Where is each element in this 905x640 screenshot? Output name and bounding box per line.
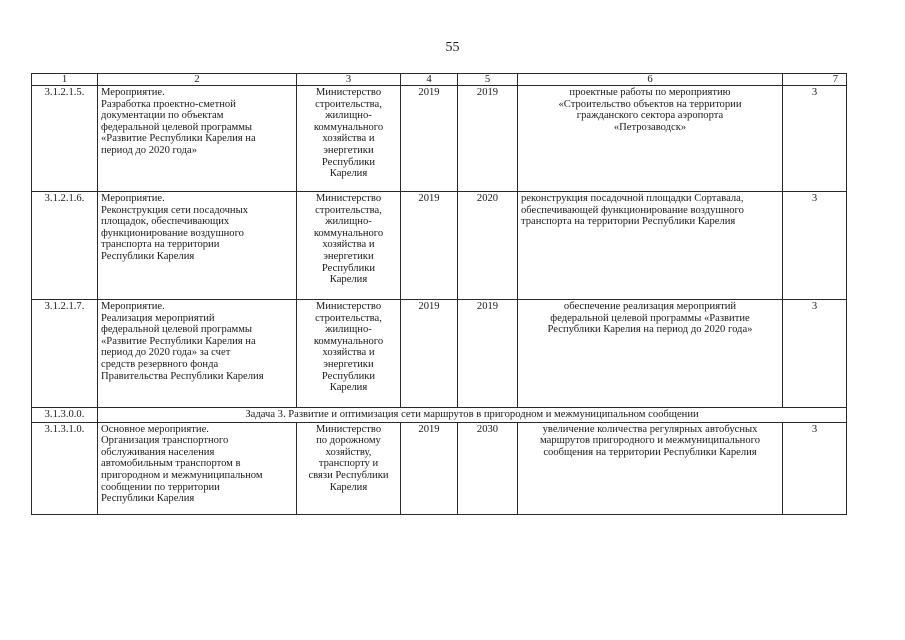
indicator-link-line: 3	[811, 423, 818, 435]
end-year	[458, 86, 518, 192]
responsible-executor	[297, 422, 401, 514]
measure-description-line: период до 2020 года»	[101, 144, 198, 156]
expected-result	[518, 300, 783, 408]
responsible-executor-line: Министерство	[315, 87, 382, 98]
header-cell: 1	[32, 74, 98, 86]
end-year	[458, 192, 518, 300]
expected-result	[518, 422, 783, 514]
header-cell: 5	[458, 74, 518, 86]
responsible-executor-line: строительства,	[315, 312, 382, 324]
start-year-line: 2019	[418, 423, 440, 435]
expected-result-line: транспорта на территории Республики Карелия	[521, 216, 736, 228]
responsible-executor-line: коммунального	[313, 227, 384, 239]
expected-result-line: «Петрозаводск»	[613, 121, 687, 133]
measure-description-line: Мероприятие.	[101, 87, 165, 98]
measure-description	[98, 422, 297, 514]
indicator-link-line: 3	[811, 301, 818, 312]
program-measures-table	[31, 73, 847, 515]
header-cell: 6	[518, 74, 783, 86]
table-row	[32, 192, 847, 300]
measure-description-line: Республики Карелия	[101, 250, 195, 262]
measure-description-line: функционирование воздушного	[101, 227, 244, 239]
table-row	[32, 422, 847, 514]
responsible-executor-line: связи Республики	[308, 469, 389, 481]
measure-description	[98, 86, 297, 192]
responsible-executor-line: Министерство	[315, 193, 382, 204]
expected-result-line: гражданского сектора аэропорта	[576, 110, 724, 122]
responsible-executor-line: транспорту и	[318, 458, 379, 470]
responsible-executor-line: энергетики	[323, 250, 374, 262]
responsible-executor-line: строительства,	[315, 98, 382, 110]
start-year	[401, 192, 458, 300]
row-number	[32, 86, 98, 192]
expected-result	[518, 86, 783, 192]
responsible-executor-line: коммунального	[313, 335, 384, 347]
responsible-executor-line: по дорожному	[316, 435, 381, 447]
header-row	[32, 74, 847, 86]
responsible-executor-line: энергетики	[323, 358, 374, 370]
measure-description-line: Реконструкция сети посадочных	[101, 204, 249, 216]
responsible-executor-line: жилищно-	[325, 324, 372, 336]
responsible-executor-line: Республики	[321, 262, 376, 274]
row-number-line: 3.1.2.1.6.	[44, 193, 85, 204]
measure-description-line: сообщении по территории	[101, 481, 220, 493]
responsible-executor-line: энергетики	[323, 144, 374, 156]
expected-result	[518, 192, 783, 300]
task-title	[98, 408, 847, 423]
responsible-executor-line: хозяйства и	[322, 239, 375, 251]
end-year	[458, 422, 518, 514]
responsible-executor-line: Карелия	[329, 168, 368, 180]
measure-description-line: Мероприятие.	[101, 193, 165, 204]
responsible-executor-line: Республики	[321, 156, 376, 168]
task-row	[32, 408, 847, 423]
responsible-executor-line: хозяйства и	[322, 133, 375, 145]
start-year-line: 2019	[418, 301, 440, 312]
measure-description-line: «Развитие Республики Карелия на	[101, 133, 256, 145]
measure-description-line: федеральной целевой программы	[101, 121, 253, 133]
row-number	[32, 408, 98, 423]
measure-description-line: федеральной целевой программы	[101, 324, 253, 336]
expected-result-line: «Строительство объектов на территории	[558, 98, 742, 110]
measure-description-line: Основное мероприятие.	[101, 423, 209, 435]
header-cell: 2	[98, 74, 297, 86]
responsible-executor-line: Министерство	[315, 301, 382, 312]
indicator-link	[783, 86, 847, 192]
responsible-executor	[297, 86, 401, 192]
end-year-line: 2030	[476, 423, 499, 435]
header-cell: 4	[401, 74, 458, 86]
responsible-executor-line: строительства,	[315, 204, 382, 216]
responsible-executor-line: Карелия	[329, 274, 368, 286]
expected-result-line: обеспечивающей функционирование воздушного	[521, 204, 744, 216]
table-row	[32, 86, 847, 192]
measure-description-line: Республики Карелия	[101, 493, 195, 505]
measure-description-line: транспорта на территории	[101, 239, 220, 251]
measure-description-line: период до 2020 года» за счет	[101, 347, 231, 359]
start-year	[401, 86, 458, 192]
responsible-executor-line: жилищно-	[325, 110, 372, 122]
responsible-executor	[297, 300, 401, 408]
measure-description-line: Организация транспортного	[101, 435, 229, 447]
row-number	[32, 422, 98, 514]
responsible-executor-line: Министерство	[315, 423, 382, 435]
page-number: 55	[445, 40, 460, 55]
indicator-link	[783, 192, 847, 300]
end-year-line: 2020	[476, 193, 499, 204]
measure-description-line: документации по объектам	[101, 110, 224, 122]
start-year-line: 2019	[418, 87, 440, 98]
indicator-link	[783, 300, 847, 408]
table-body	[32, 86, 847, 515]
header-cell: 7	[783, 74, 847, 86]
start-year	[401, 422, 458, 514]
end-year-line: 2019	[476, 87, 499, 98]
responsible-executor-line: коммунального	[313, 121, 384, 133]
measure-description	[98, 192, 297, 300]
responsible-executor-line: хозяйству,	[325, 446, 372, 458]
expected-result-line: увеличение количества регулярных автобусных	[542, 423, 758, 435]
measure-description-line: Мероприятие.	[101, 301, 165, 312]
expected-result-line: маршрутов пригородного и межмуниципального	[539, 435, 760, 447]
responsible-executor	[297, 192, 401, 300]
measure-description-line: обслуживания населения	[101, 446, 215, 458]
end-year-line: 2019	[476, 301, 499, 312]
expected-result-line: обеспечение реализация мероприятий	[563, 301, 737, 312]
table-row	[32, 300, 847, 408]
measure-description-line: Реализация мероприятий	[101, 312, 215, 324]
responsible-executor-line: Карелия	[329, 481, 368, 493]
measure-description-line: Разработка проектно-сметной	[101, 98, 236, 110]
expected-result-line: проектные работы по мероприятию	[569, 87, 731, 98]
start-year	[401, 300, 458, 408]
measure-description-line: Правительства Республики Карелия	[101, 370, 264, 382]
indicator-link	[783, 422, 847, 514]
measure-description-line: средств резервного фонда	[101, 358, 219, 370]
row-number	[32, 300, 98, 408]
expected-result-line: сообщения на территории Республики Карелия	[543, 446, 757, 458]
expected-result-line: федеральной целевой программы «Развитие	[550, 312, 750, 324]
row-number-line: 3.1.2.1.5.	[44, 87, 85, 98]
indicator-link-line: 3	[811, 193, 818, 204]
task-title-line: Задача 3. Развитие и оптимизация сети маршрутов в пригородном и межмуниципальном сообщении	[245, 409, 699, 420]
measure-description-line: площадок, обеспечивающих	[101, 216, 230, 228]
responsible-executor-line: Республики	[321, 370, 376, 382]
start-year-line: 2019	[418, 193, 440, 204]
row-number-line: 3.1.2.1.7.	[44, 301, 85, 312]
row-number-line: 3.1.3.1.0.	[44, 423, 85, 435]
row-number-line: 3.1.3.0.0.	[44, 409, 85, 420]
expected-result-line: реконструкция посадочной площадки Сортавала,	[521, 193, 744, 204]
responsible-executor-line: Карелия	[329, 382, 368, 394]
measure-description-line: автомобильным транспортом в	[101, 458, 241, 470]
responsible-executor-line: жилищно-	[325, 216, 372, 228]
measure-description	[98, 300, 297, 408]
measure-description-line: «Развитие Республики Карелия на	[101, 335, 256, 347]
expected-result-line: Республики Карелия на период до 2020 года»	[547, 324, 753, 336]
measure-description-line: пригородном и межмуниципальном	[101, 469, 263, 481]
indicator-link-line: 3	[811, 87, 818, 98]
end-year	[458, 300, 518, 408]
row-number	[32, 192, 98, 300]
header-cell: 3	[297, 74, 401, 86]
responsible-executor-line: хозяйства и	[322, 347, 375, 359]
